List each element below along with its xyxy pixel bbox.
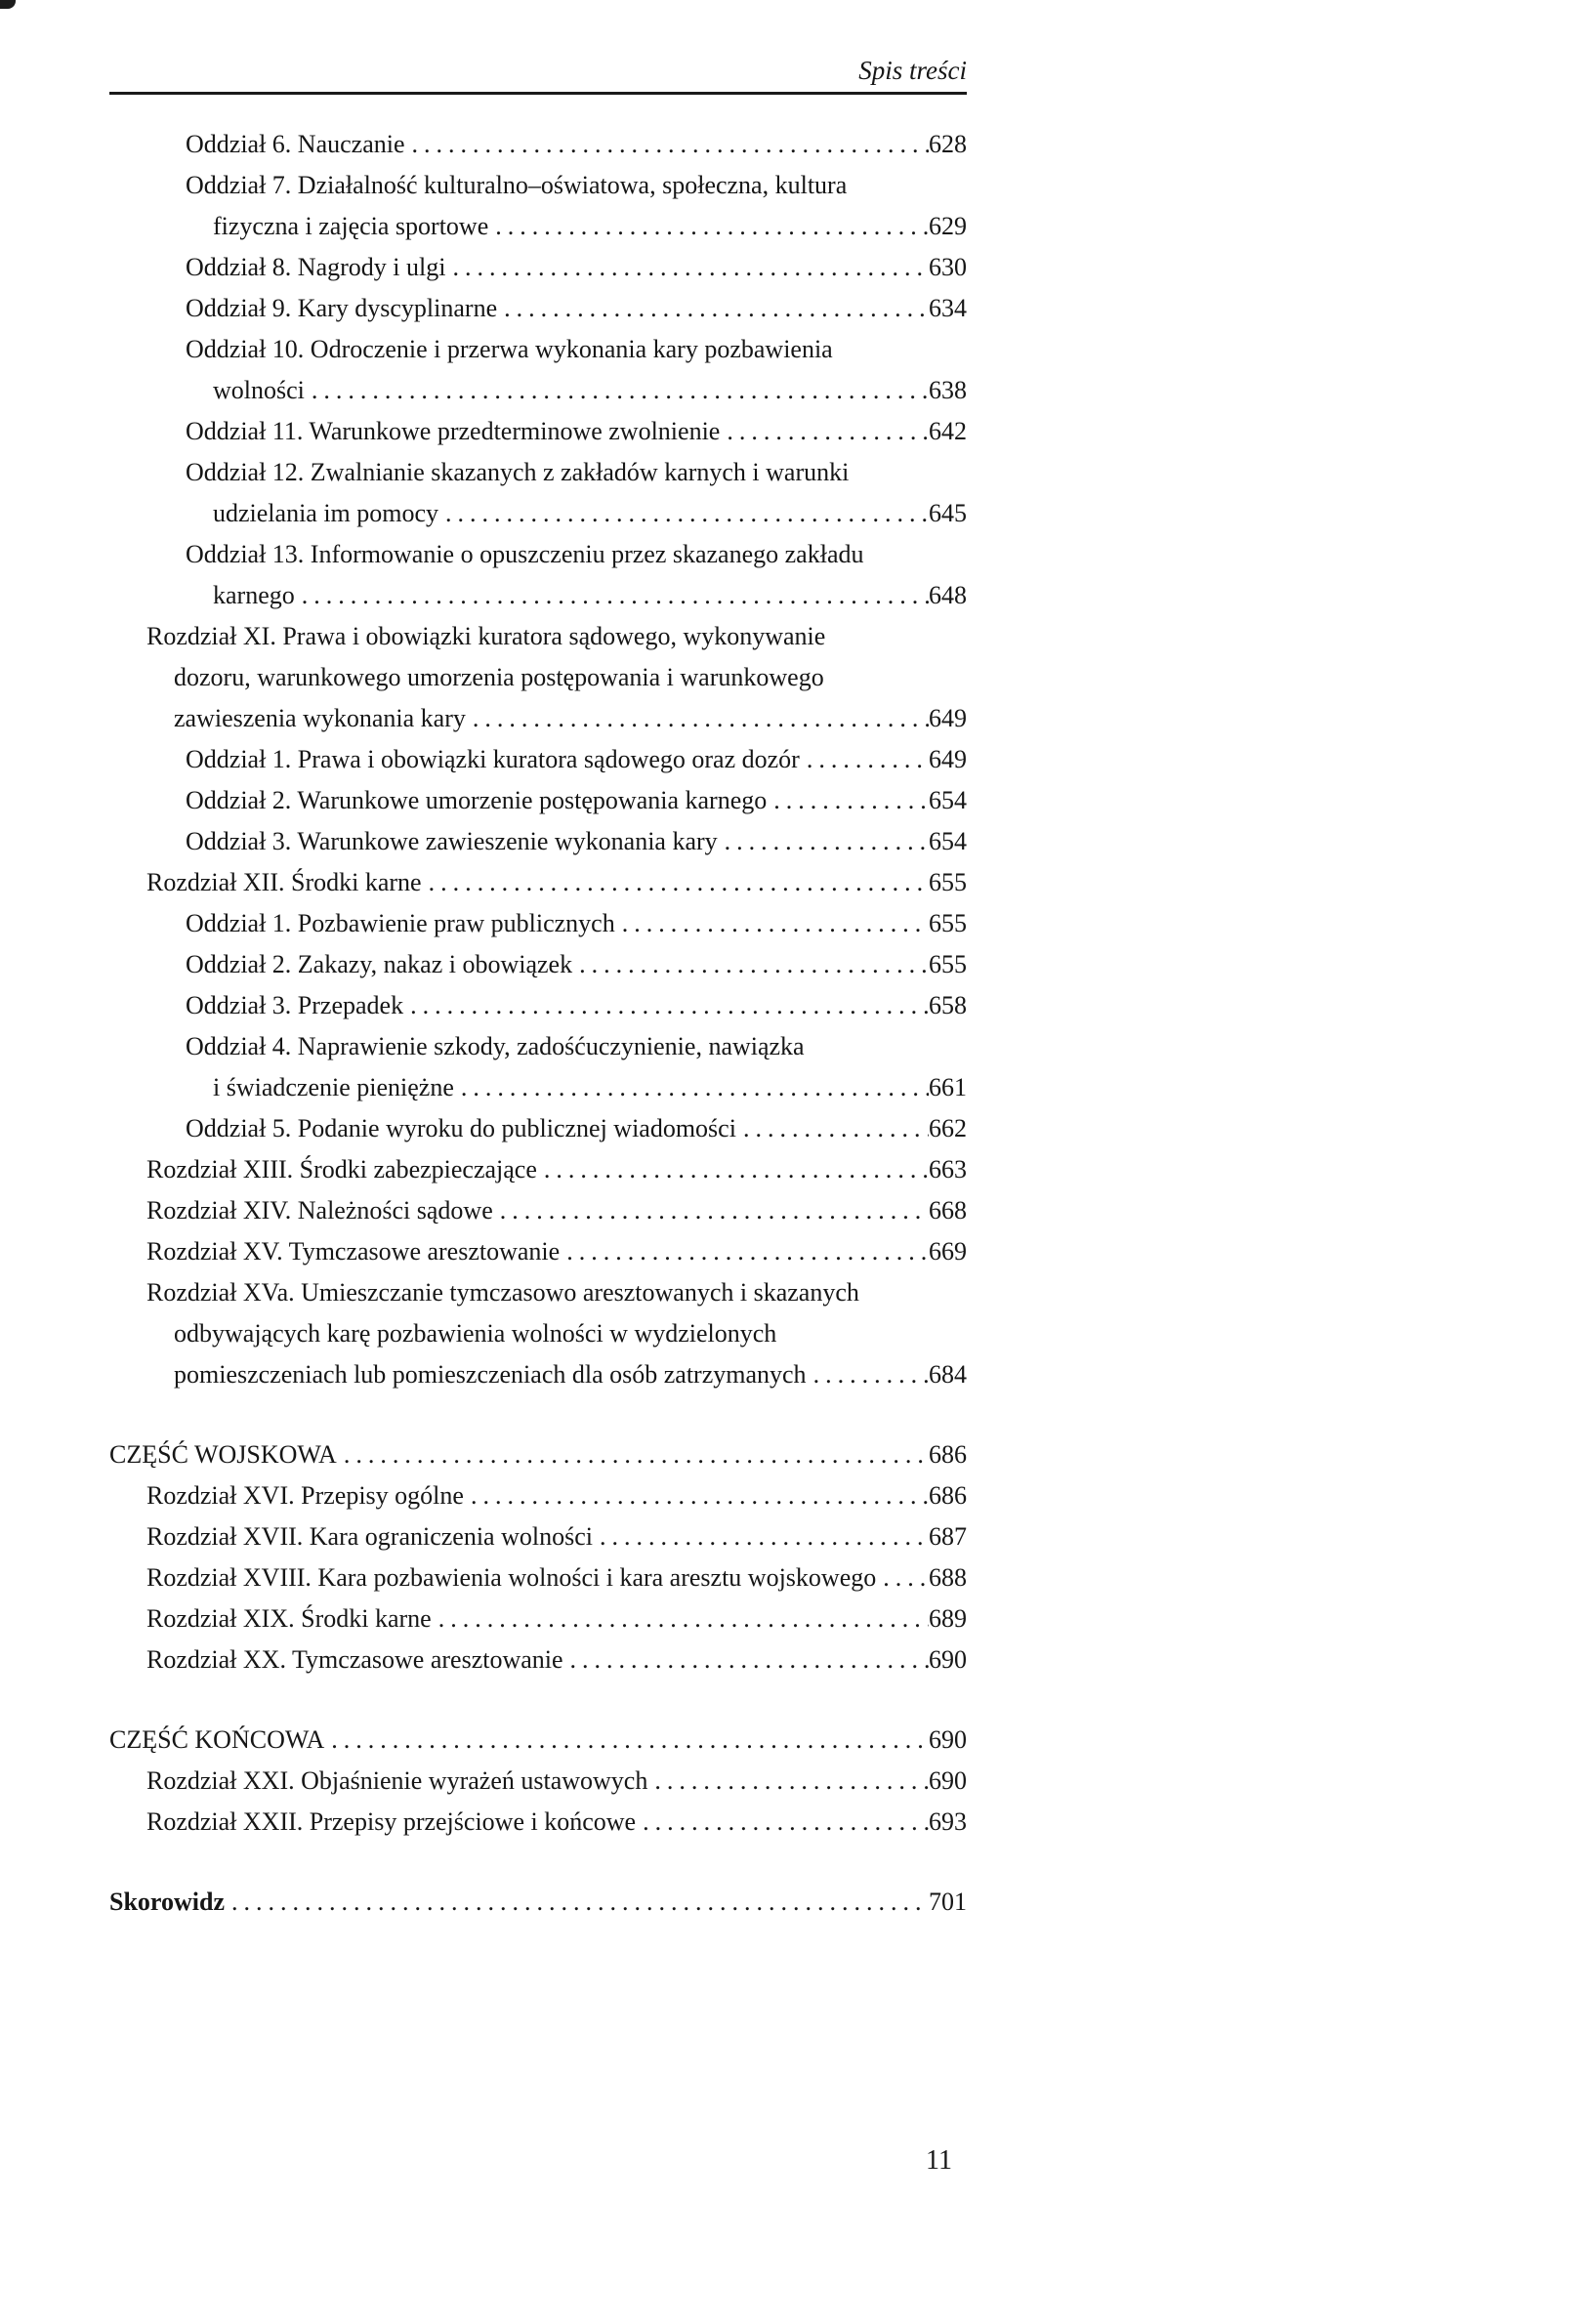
toc-entry-line bbox=[186, 780, 967, 821]
toc-entry-text: udzielania im pomocy bbox=[213, 499, 439, 527]
toc-entry-text: Oddział 7. Działalność kulturalno–oświatowa, społeczna, kultura bbox=[186, 171, 848, 199]
toc-entry bbox=[146, 1149, 967, 1190]
toc-entry-text: Rozdział XIV. Należności sądowe bbox=[146, 1196, 493, 1224]
toc-entry bbox=[146, 1557, 967, 1598]
toc-entry bbox=[146, 1231, 967, 1272]
toc-page-number: 690 bbox=[929, 1645, 967, 1674]
toc-entry-text: Rozdział XV. Tymczasowe aresztowanie bbox=[146, 1237, 561, 1266]
dot-leader bbox=[720, 411, 929, 452]
dot-leader bbox=[876, 1557, 929, 1598]
toc-page-number: 693 bbox=[929, 1807, 967, 1836]
toc-entry-text: Oddział 5. Podanie wyroku do publicznej wiadomości bbox=[186, 1114, 736, 1142]
dot-leader bbox=[537, 1149, 929, 1190]
toc-entry-line bbox=[186, 206, 967, 247]
toc-entry-line bbox=[146, 1516, 967, 1557]
toc-page-number: 630 bbox=[929, 253, 967, 281]
toc-entry-text: CZĘŚĆ KOŃCOWA bbox=[109, 1725, 325, 1754]
toc-entry-text: Rozdział XIII. Środki zabezpieczające bbox=[146, 1155, 537, 1183]
toc-entry-line bbox=[146, 1149, 967, 1190]
dot-leader bbox=[337, 1434, 929, 1475]
toc-entry bbox=[186, 780, 967, 821]
toc-list bbox=[109, 124, 967, 1923]
dot-leader bbox=[432, 1598, 929, 1639]
dot-leader bbox=[718, 821, 929, 862]
page-number: 11 bbox=[926, 2145, 952, 2176]
toc-entry-text: zawieszenia wykonania kary bbox=[174, 704, 466, 732]
toc-entry-text: i świadczenie pieniężne bbox=[213, 1073, 454, 1101]
toc-entry-text: Oddział 9. Kary dyscyplinarne bbox=[186, 294, 498, 322]
toc-entry-text: Rozdział XI. Prawa i obowiązki kuratora sądowego, wykonywanie bbox=[146, 622, 826, 650]
toc-entry-text: Oddział 6. Nauczanie bbox=[186, 130, 405, 158]
toc-entry-line bbox=[186, 944, 967, 985]
toc-page-number: 649 bbox=[929, 745, 967, 773]
toc-entry-text: Rozdział XVI. Przepisy ogólne bbox=[146, 1481, 464, 1510]
toc-entry-line bbox=[146, 862, 967, 903]
toc-entry-text: Rozdział XXI. Objaśnienie wyrażeń ustawowych bbox=[146, 1766, 648, 1795]
toc-entry-text: Oddział 3. Przepadek bbox=[186, 991, 404, 1019]
toc-entry bbox=[109, 1434, 967, 1475]
toc-page-number: 629 bbox=[929, 212, 967, 240]
toc-entry bbox=[146, 1516, 967, 1557]
toc-entry bbox=[186, 739, 967, 780]
toc-entry bbox=[186, 903, 967, 944]
running-header: Spis treści bbox=[858, 56, 967, 85]
dot-leader bbox=[647, 1761, 929, 1802]
toc-entry bbox=[186, 985, 967, 1026]
toc-entry bbox=[186, 411, 967, 452]
toc-entry-text: pomieszczeniach lub pomieszczeniach dla osób zatrzymanych bbox=[174, 1360, 807, 1389]
toc-entry-text: Oddział 11. Warunkowe przedterminowe zwolnienie bbox=[186, 417, 721, 445]
toc-entry-line bbox=[186, 821, 967, 862]
dot-leader bbox=[466, 698, 929, 739]
dot-leader bbox=[405, 124, 929, 165]
toc-entry-text: Oddział 2. Zakazy, nakaz i obowiązek bbox=[186, 950, 573, 978]
dot-leader bbox=[488, 206, 929, 247]
toc-entry bbox=[186, 124, 967, 165]
toc-entry-text: CZĘŚĆ WOJSKOWA bbox=[109, 1440, 337, 1469]
toc-page-number: 663 bbox=[929, 1155, 967, 1183]
toc-entry-text: Oddział 2. Warunkowe umorzenie postępowania karnego bbox=[186, 786, 768, 814]
dot-leader bbox=[225, 1882, 929, 1923]
toc-page-number: 654 bbox=[929, 827, 967, 855]
toc-page-number: 701 bbox=[929, 1888, 967, 1916]
toc-entry-text: Oddział 8. Nagrody i ulgi bbox=[186, 253, 446, 281]
toc-page-number: 638 bbox=[929, 376, 967, 404]
dot-leader bbox=[445, 247, 929, 288]
toc-entry-text: Oddział 1. Pozbawienie praw publicznych bbox=[186, 909, 615, 937]
toc-entry bbox=[186, 534, 967, 616]
toc-entry bbox=[186, 1026, 967, 1108]
dot-leader bbox=[800, 739, 929, 780]
dot-leader bbox=[807, 1354, 929, 1395]
dot-leader bbox=[324, 1720, 929, 1761]
toc-entry-text: Oddział 1. Prawa i obowiązki kuratora sądowego oraz dozór bbox=[186, 745, 800, 773]
toc-entry-text: Rozdział XVII. Kara ograniczenia wolności bbox=[146, 1522, 593, 1551]
toc-entry-text: Rozdział XII. Środki karne bbox=[146, 868, 422, 896]
toc-entry-line bbox=[186, 1067, 967, 1108]
header-rule bbox=[109, 92, 967, 95]
toc-entry-text: Oddział 13. Informowanie o opuszczeniu przez skazanego zakładu bbox=[186, 540, 864, 568]
toc-page-number: 686 bbox=[929, 1481, 967, 1510]
toc-entry-text: dozoru, warunkowego umorzenia postępowania i warunkowego bbox=[174, 663, 824, 691]
toc-entry-text: odbywających karę pozbawienia wolności w wydzielonych bbox=[174, 1319, 777, 1348]
scan-artifact bbox=[0, 0, 16, 9]
toc-entry-line bbox=[146, 1557, 967, 1598]
toc-entry bbox=[186, 247, 967, 288]
toc-entry-line bbox=[109, 1434, 967, 1475]
toc-page-number: 655 bbox=[929, 909, 967, 937]
toc-entry-line bbox=[146, 1190, 967, 1231]
toc-entry bbox=[146, 1639, 967, 1681]
toc-entry bbox=[186, 821, 967, 862]
toc-page-number: 689 bbox=[929, 1604, 967, 1633]
dot-leader bbox=[422, 862, 929, 903]
dot-leader bbox=[438, 493, 929, 534]
toc-entry-line bbox=[186, 493, 967, 534]
dot-leader bbox=[454, 1067, 929, 1108]
toc-page-number: 634 bbox=[929, 294, 967, 322]
dot-leader bbox=[403, 985, 929, 1026]
toc-entry bbox=[186, 452, 967, 534]
toc-entry-line bbox=[146, 1475, 967, 1516]
toc-page-number: 628 bbox=[929, 130, 967, 158]
toc-entry-line bbox=[186, 575, 967, 616]
toc-entry-text: Rozdział XX. Tymczasowe aresztowanie bbox=[146, 1645, 563, 1674]
toc-entry bbox=[146, 1761, 967, 1802]
toc-entry-line bbox=[186, 124, 967, 165]
toc-entry-text: Oddział 3. Warunkowe zawieszenie wykonania kary bbox=[186, 827, 718, 855]
toc-page-number: 690 bbox=[929, 1725, 967, 1754]
toc-entry bbox=[146, 862, 967, 903]
dot-leader bbox=[560, 1231, 929, 1272]
dot-leader bbox=[736, 1108, 929, 1149]
toc-entry-line bbox=[146, 1639, 967, 1681]
toc-entry-line bbox=[186, 370, 967, 411]
dot-leader bbox=[767, 780, 929, 821]
toc-page-number: 686 bbox=[929, 1440, 967, 1469]
toc-entry-line bbox=[146, 1354, 967, 1395]
toc-entry-line bbox=[146, 1761, 967, 1802]
toc-page-number: 645 bbox=[929, 499, 967, 527]
toc-entry bbox=[146, 1598, 967, 1639]
toc-entry bbox=[186, 329, 967, 411]
toc-entry bbox=[186, 944, 967, 985]
toc-entry-line bbox=[186, 739, 967, 780]
toc-entry-text: Skorowidz bbox=[109, 1888, 225, 1916]
dot-leader bbox=[593, 1516, 929, 1557]
toc-page-number: 661 bbox=[929, 1073, 967, 1101]
toc-entry-text: Rozdział XIX. Środki karne bbox=[146, 1604, 432, 1633]
toc-page-number: 687 bbox=[929, 1522, 967, 1551]
dot-leader bbox=[615, 903, 929, 944]
toc-entry bbox=[146, 1190, 967, 1231]
dot-leader bbox=[572, 944, 929, 985]
toc-page-number: 648 bbox=[929, 581, 967, 609]
toc-page-number: 688 bbox=[929, 1563, 967, 1592]
toc-entry-line bbox=[109, 1882, 967, 1923]
toc-entry bbox=[186, 165, 967, 247]
toc-entry-text: Oddział 4. Naprawienie szkody, zadośćuczynienie, nawiązka bbox=[186, 1032, 805, 1060]
dot-leader bbox=[464, 1475, 929, 1516]
toc-entry-line bbox=[186, 411, 967, 452]
toc-page-number: 669 bbox=[929, 1237, 967, 1266]
toc-entry-text: Oddział 12. Zwalnianie skazanych z zakładów karnych i warunki bbox=[186, 458, 850, 486]
toc-page-number: 655 bbox=[929, 868, 967, 896]
toc-page-number: 668 bbox=[929, 1196, 967, 1224]
toc-page-number: 684 bbox=[929, 1360, 967, 1389]
toc-entry-line bbox=[186, 1108, 967, 1149]
toc-page-number: 662 bbox=[929, 1114, 967, 1142]
toc-entry bbox=[109, 1720, 967, 1761]
toc-entry-line bbox=[186, 288, 967, 329]
toc-entry-line bbox=[146, 698, 967, 739]
toc-entry bbox=[186, 288, 967, 329]
toc-entry-text: Rozdział XVIII. Kara pozbawienia wolności i kara aresztu wojskowego bbox=[146, 1563, 877, 1592]
toc-page-number: 654 bbox=[929, 786, 967, 814]
page-content bbox=[109, 55, 967, 1923]
toc-entry-text: Oddział 10. Odroczenie i przerwa wykonania kary pozbawienia bbox=[186, 335, 833, 363]
toc-entry-text: karnego bbox=[213, 581, 295, 609]
toc-entry-line bbox=[186, 985, 967, 1026]
toc-entry-text: Rozdział XXII. Przepisy przejściowe i końcowe bbox=[146, 1807, 637, 1836]
toc-page-number: 690 bbox=[929, 1766, 967, 1795]
toc-entry bbox=[109, 1882, 967, 1923]
dot-leader bbox=[636, 1802, 929, 1843]
toc-entry-line bbox=[109, 1720, 967, 1761]
toc-page-number: 655 bbox=[929, 950, 967, 978]
toc-entry-line bbox=[186, 247, 967, 288]
toc-entry bbox=[146, 1802, 967, 1843]
toc-page-number: 649 bbox=[929, 704, 967, 732]
toc-entry-line bbox=[186, 903, 967, 944]
toc-entry-line bbox=[146, 1802, 967, 1843]
dot-leader bbox=[563, 1639, 929, 1681]
toc-entry-line bbox=[146, 1231, 967, 1272]
toc-page-number: 642 bbox=[929, 417, 967, 445]
toc-entry-text: wolności bbox=[213, 376, 305, 404]
dot-leader bbox=[497, 288, 929, 329]
toc-entry bbox=[146, 616, 967, 739]
toc-entry bbox=[146, 1272, 967, 1395]
dot-leader bbox=[493, 1190, 929, 1231]
toc-entry bbox=[146, 1475, 967, 1516]
toc-page-number: 658 bbox=[929, 991, 967, 1019]
dot-leader bbox=[305, 370, 929, 411]
toc-entry-line bbox=[146, 1598, 967, 1639]
toc-entry-text: Rozdział XVa. Umieszczanie tymczasowo aresztowanych i skazanych bbox=[146, 1278, 859, 1307]
toc-entry bbox=[186, 1108, 967, 1149]
toc-entry-text: fizyczna i zajęcia sportowe bbox=[213, 212, 489, 240]
dot-leader bbox=[295, 575, 929, 616]
